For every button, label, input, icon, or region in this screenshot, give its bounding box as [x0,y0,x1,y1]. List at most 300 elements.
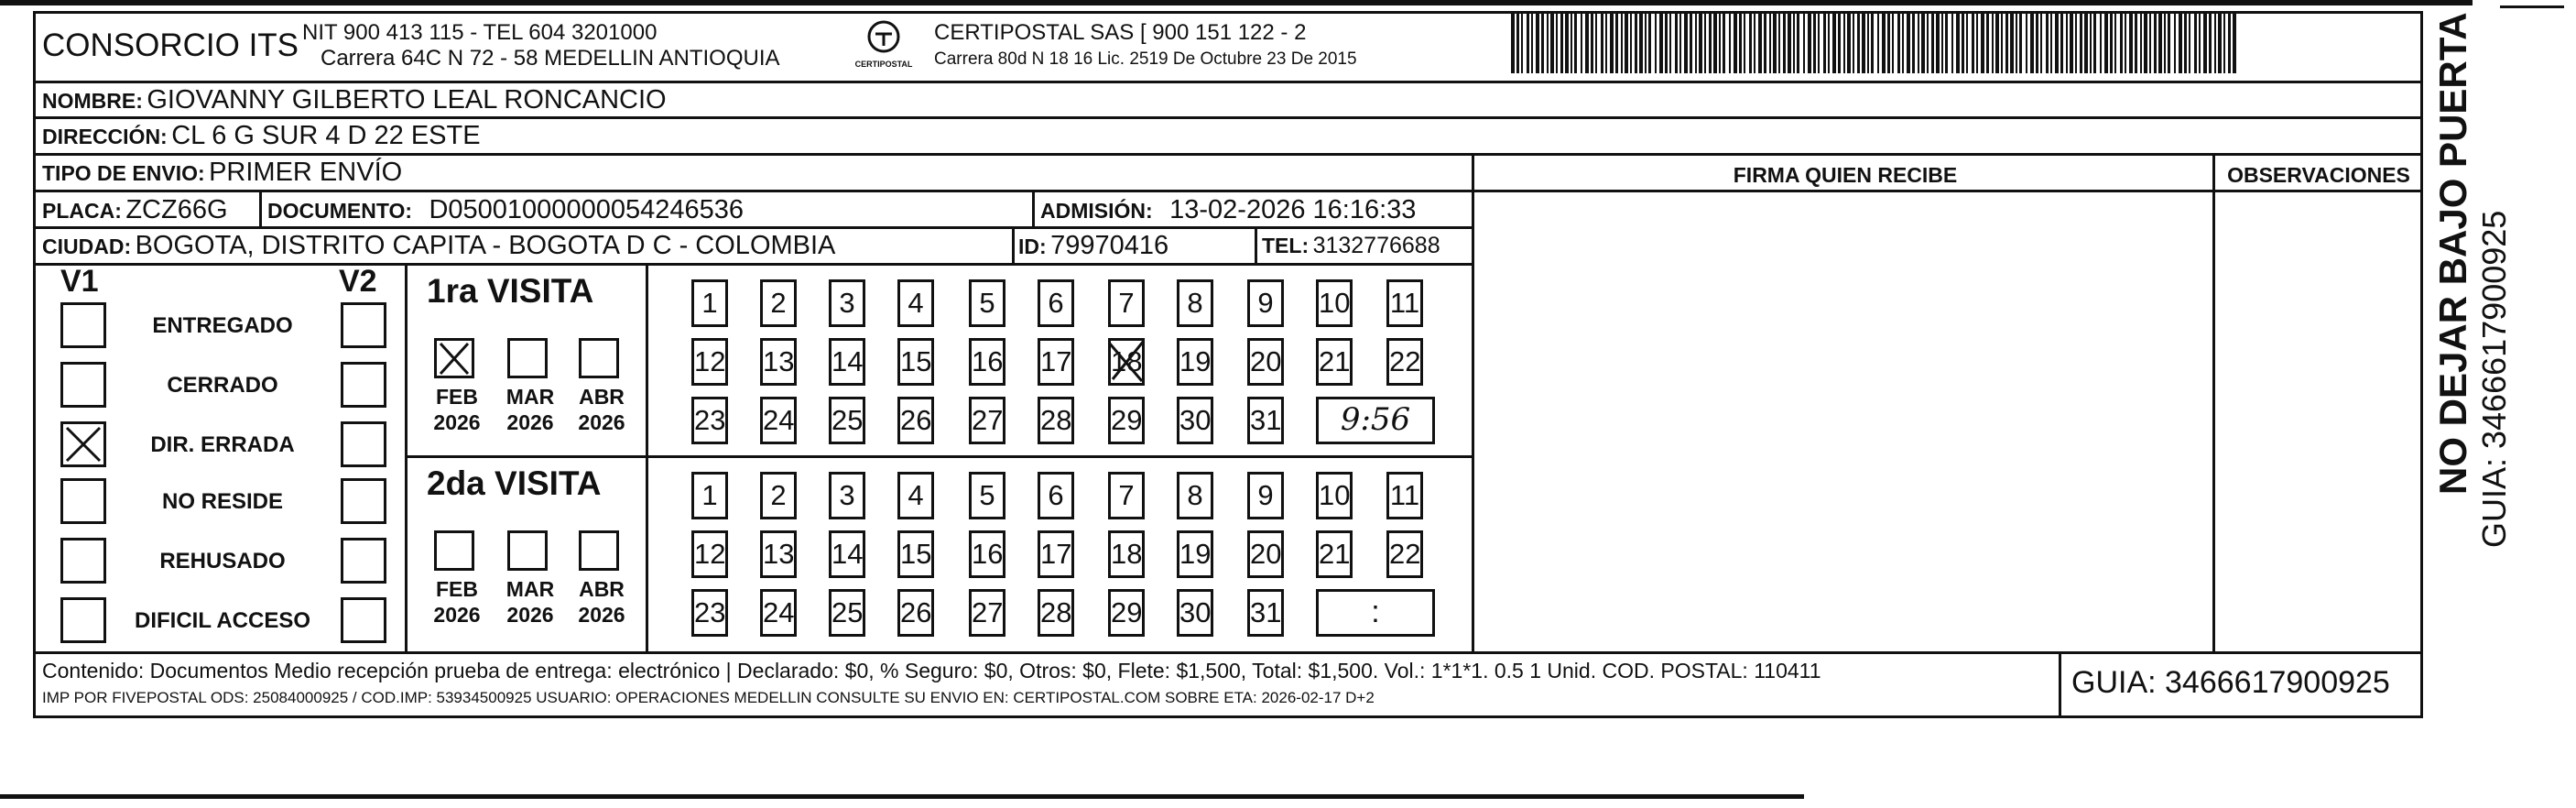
day-number: 21 [1319,538,1351,570]
day-box[interactable] [1386,338,1423,386]
v2-checkbox[interactable] [341,478,386,524]
documento-row [267,195,744,225]
barcode-bar [1823,13,1826,73]
barcode-bar [2005,13,2008,73]
barcode-bar [1877,13,1879,73]
day-box[interactable] [760,472,797,519]
barcode-bar [1813,13,1816,73]
v1-checkbox[interactable] [60,302,106,348]
barcode-bar [1541,13,1544,73]
day-box[interactable] [1108,589,1145,637]
day-box[interactable] [829,472,865,519]
rule-observaciones-left [2212,153,2215,652]
day-number: 22 [1389,538,1421,570]
day-number: 23 [694,596,726,628]
barcode-bar [1669,13,1671,73]
time-box[interactable]: : [1316,589,1435,637]
barcode-bar [1992,13,1994,73]
barcode-bar [2214,13,2216,73]
day-number: 30 [1179,404,1212,436]
nombre-label: NOMBRE: [42,89,143,113]
day-number: 15 [900,538,932,570]
day-number: 6 [1048,479,1064,511]
barcode-bar [1581,13,1582,73]
barcode-bar [1630,13,1632,73]
barcode-bar [2189,13,2190,73]
barcode-bar [1966,13,1968,73]
day-box[interactable] [969,279,1005,327]
month-name: MAR [505,577,555,601]
footer-guia: GUIA: 3466617900925 [2071,665,2390,700]
day-number: 7 [1118,287,1135,319]
direccion-value: CL 6 G SUR 4 D 22 ESTE [171,121,481,150]
side-warning-text: NO DEJAR BAJO PUERTA [2431,12,2474,495]
id-label: ID: [1018,235,1047,258]
day-box[interactable] [897,338,934,386]
day-box[interactable] [897,530,934,578]
barcode-bar [1675,13,1678,73]
day-box[interactable] [760,338,797,386]
v1-checkbox[interactable] [60,478,106,524]
month-name: MAR [505,385,555,409]
barcode-bar [2084,13,2088,73]
day-box[interactable] [829,279,865,327]
day-box[interactable] [691,472,728,519]
barcode-bar [1723,13,1725,73]
firma-area[interactable] [1476,192,2211,650]
day-box[interactable] [1108,472,1145,519]
barcode-bar [2114,13,2116,73]
day-number: 1 [701,479,718,511]
status-option-label: REHUSADO [159,549,286,573]
barcode-bar [1783,13,1786,73]
day-number: 24 [763,596,795,628]
barcode-bar [2218,13,2222,73]
month-label [498,384,562,435]
day-box[interactable] [1316,279,1353,327]
day-number: 17 [1040,538,1072,570]
time-box[interactable]: 9:56 [1316,397,1435,444]
barcode-bar [2125,13,2126,73]
barcode-bar [2093,13,2096,73]
day-number: 4 [908,479,924,511]
ciudad-row [42,231,835,261]
barcode-bar [1951,13,1953,73]
month-year: 2026 [578,410,625,434]
day-box[interactable] [1177,397,1213,444]
barcode-bar [1773,13,1777,73]
rule-footer [33,651,2423,654]
barcode-bar [2075,13,2077,73]
barcode-bar [1679,13,1681,73]
barcode-bar [2055,13,2059,73]
month-label [425,384,489,435]
v2-checkbox[interactable] [341,362,386,408]
barcode-bar [1645,13,1647,73]
day-box[interactable] [1247,397,1284,444]
day-box[interactable] [969,589,1005,637]
day-box[interactable] [969,472,1005,519]
day-number: 31 [1250,596,1282,628]
v2-checkbox[interactable] [341,538,386,584]
barcode-bar [1639,13,1643,73]
rule-months-right [646,263,648,652]
scan-edge-mark [2500,5,2564,8]
month-label [425,576,489,628]
barcode-bar [1918,13,1919,73]
day-box[interactable] [829,589,865,637]
tipo-label: TIPO DE ENVIO: [42,161,205,185]
barcode-bar [2090,13,2092,73]
day-box[interactable] [1038,338,1074,386]
scan-top-line [0,0,2473,5]
barcode-bar [1843,13,1845,73]
day-box[interactable] [760,279,797,327]
barcode-bar [2070,13,2073,73]
certipostal-nit: CERTIPOSTAL SAS [ 900 151 122 - 2 [934,20,1307,45]
day-box[interactable] [1038,589,1074,637]
barcode-bar [1601,13,1603,73]
barcode-bar [1536,13,1539,73]
month-checkbox[interactable] [434,530,474,571]
barcode-bar [2158,13,2162,73]
day-number: 27 [972,404,1004,436]
barcode-bar [2154,13,2157,73]
day-number: 7 [1118,479,1135,511]
day-number: 5 [979,287,995,319]
v2-checkbox[interactable] [341,597,386,643]
barcode-bar [2209,13,2212,73]
logo-emblem-icon [865,18,902,55]
barcode-bar [2120,13,2123,73]
day-number: 25 [831,596,864,628]
observaciones-header: OBSERVACIONES [2227,163,2410,187]
check-x-icon [437,341,472,376]
day-number: 11 [1389,479,1420,511]
day-box[interactable] [1386,279,1423,327]
day-box[interactable] [897,279,934,327]
day-box[interactable] [691,530,728,578]
day-number: 25 [831,404,864,436]
day-box[interactable] [1386,530,1423,578]
barcode-bar [1574,13,1577,73]
barcode-bar [2233,13,2236,73]
barcode-bar [1556,13,1558,73]
month-checkbox[interactable] [579,530,619,571]
day-box[interactable] [1247,279,1284,327]
day-number: 28 [1040,404,1072,436]
ciudad-value: BOGOTA, DISTRITO CAPITA - BOGOTA D C - COLOMBIA [135,231,836,260]
barcode-bar [1956,13,1960,73]
rule-placa [33,226,1474,229]
day-box[interactable] [1038,472,1074,519]
barcode-bar [1648,13,1651,73]
v2-checkbox[interactable] [341,421,386,467]
direccion-label: DIRECCIÓN: [42,125,168,148]
barcode-bar [1625,13,1628,73]
day-number: 18 [1111,538,1143,570]
tel-value: 3132776688 [1312,233,1440,258]
day-box[interactable] [1316,530,1353,578]
day-number: 8 [1187,287,1203,319]
barcode-bar [1995,13,1999,73]
day-number: 14 [831,538,864,570]
barcode-bar [1734,13,1737,73]
day-box[interactable] [829,530,865,578]
v1-checkbox[interactable] [60,538,106,584]
month-year: 2026 [506,603,554,627]
barcode-bar [1769,13,1771,73]
admision-label: ADMISIÓN: [1040,199,1153,223]
day-box[interactable] [1177,279,1213,327]
barcode-bar [1729,13,1731,73]
barcode-bar [1882,13,1886,73]
month-name: FEB [436,385,478,409]
barcode-bar [1591,13,1593,73]
rule-placa-split [259,190,262,226]
barcode-bar [2164,13,2166,73]
v2-checkbox[interactable] [341,302,386,348]
barcode-bar [2228,13,2231,73]
month-checkbox[interactable] [507,530,548,571]
day-number: 18 [1111,345,1143,377]
day-box[interactable] [1386,472,1423,519]
day-number: 19 [1179,538,1212,570]
v1-checkbox[interactable] [60,421,106,467]
barcode-bar [1754,13,1755,73]
day-box[interactable] [829,338,865,386]
day-box[interactable] [1108,530,1145,578]
barcode-bar [1699,13,1702,73]
day-box[interactable] [897,472,934,519]
day-box[interactable] [760,530,797,578]
day-number: 28 [1040,596,1072,628]
barcode-bar [1560,13,1563,73]
v1-heading: V1 [60,264,99,299]
barcode-bar [2168,13,2170,73]
day-number: 12 [694,538,726,570]
month-year: 2026 [506,410,554,434]
observaciones-area[interactable] [2217,192,2420,650]
barcode-bar [1793,13,1795,73]
barcode-bar [1892,13,1894,73]
day-box[interactable] [969,397,1005,444]
footer-impresion: IMP POR FIVEPOSTAL ODS: 25084000925 / COD.IMP: 53934500925 USUARIO: OPERACIONES MEDELLIN CONSULTE SU ENVIO EN: CERTIPOSTAL.COM SOBRE ETA: 2026-02-17 D+2 [42,689,1375,706]
barcode-bar [1585,13,1589,73]
barcode-bar [1972,13,1974,73]
barcode-bar [1962,13,1964,73]
barcode-bar [1797,13,1799,73]
company-address: Carrera 64C N 72 - 58 MEDELLIN ANTIOQUIA [321,46,780,71]
barcode-bar [1621,13,1623,73]
barcode-bar [1704,13,1706,73]
barcode-bar [1981,13,1984,73]
day-number: 6 [1048,287,1064,319]
month-label [498,576,562,628]
day-number: 3 [839,479,855,511]
day-box[interactable] [969,338,1005,386]
barcode-bar [2016,13,2017,73]
rule-admision-split [1032,190,1035,226]
tel-row [1262,233,1440,259]
day-number: 17 [1040,345,1072,377]
day-number: 20 [1250,538,1282,570]
barcode-bar [2001,13,2003,73]
day-box[interactable] [1177,472,1213,519]
day-box[interactable] [1316,472,1353,519]
month-checkbox[interactable] [434,338,474,378]
barcode-bar [1871,13,1874,73]
barcode-bar [1550,13,1554,73]
day-box[interactable] [1108,397,1145,444]
barcode-bar [1862,13,1865,73]
tipo-value: PRIMER ENVÍO [209,158,403,187]
day-number: 4 [908,287,924,319]
v1-checkbox[interactable] [60,362,106,408]
barcode-bar [1803,13,1805,73]
barcode-bar [2135,13,2137,73]
tel-label: TEL: [1262,234,1310,257]
barcode-bar [1527,13,1529,73]
day-box[interactable] [760,397,797,444]
barcode-bar [1709,13,1712,73]
day-box[interactable] [1247,589,1284,637]
barcode-bar [1615,13,1618,73]
barcode-bar [2080,13,2082,73]
day-number: 13 [763,538,795,570]
barcode-bar [1516,13,1519,73]
day-box[interactable] [1038,279,1074,327]
day-number: 22 [1389,345,1421,377]
day-box[interactable] [829,397,865,444]
id-row [1018,231,1168,261]
month-year: 2026 [433,603,481,627]
barcode-bar [1945,13,1948,73]
barcode-bar [1857,13,1860,73]
barcode-bar [1665,13,1668,73]
barcode-bar [1832,13,1836,73]
barcode-bar [2100,13,2102,73]
day-number: 23 [694,404,726,436]
rule-nombre [33,116,2423,119]
placa-label: PLACA: [42,199,122,223]
barcode-bar [2203,13,2207,73]
barcode-bar [2010,13,2014,73]
day-box[interactable] [1247,530,1284,578]
rule-header [33,81,2423,83]
month-checkbox[interactable] [507,338,548,378]
day-box[interactable] [1177,338,1213,386]
barcode-bar [2199,13,2201,73]
placa-row [42,195,228,225]
barcode-bar [1713,13,1717,73]
barcode-bar [2040,13,2042,73]
day-box[interactable] [1316,338,1353,386]
month-name: ABR [579,385,625,409]
day-box[interactable] [897,589,934,637]
barcode-bar [2194,13,2197,73]
month-checkbox[interactable] [579,338,619,378]
day-box[interactable] [691,279,728,327]
day-box[interactable] [1247,338,1284,386]
day-number: 27 [972,596,1004,628]
barcode-bar [2140,13,2142,73]
day-box[interactable] [1177,530,1213,578]
barcode-bar [1764,13,1766,73]
day-box[interactable] [1038,397,1074,444]
rule-direccion [33,153,2423,156]
barcode-bar [1531,13,1533,73]
barcode-bar [1936,13,1940,73]
rule-firma-left [1472,153,1474,652]
day-number: 2 [770,287,787,319]
day-number: 30 [1179,596,1212,628]
day-x-mark-icon [1103,335,1149,387]
day-number: 11 [1389,287,1420,319]
day-box[interactable] [691,397,728,444]
barcode-bar [2179,13,2182,73]
day-box[interactable] [897,397,934,444]
day-number: 10 [1319,287,1351,319]
day-number: 20 [1250,345,1282,377]
day-box[interactable] [691,338,728,386]
ciudad-label: CIUDAD: [42,235,132,258]
barcode-bar [1635,13,1637,73]
company-name: CONSORCIO ITS [42,27,299,63]
barcode-bar [2066,13,2068,73]
scan-bottom-line [0,794,1804,799]
tipo-row [42,158,402,188]
barcode-bar [2019,13,2022,73]
day-box[interactable] [1177,589,1213,637]
id-value: 79970416 [1050,231,1169,260]
day-box[interactable] [1108,338,1145,386]
day-box[interactable] [1038,530,1074,578]
v2-heading: V2 [339,264,377,299]
barcode-bar [1927,13,1929,73]
barcode-bar [2223,13,2225,73]
certipostal-logo [852,18,916,73]
check-x-icon [63,424,103,464]
barcode-bar [1610,13,1614,73]
barcode-bar [1749,13,1752,73]
v1-checkbox[interactable] [60,597,106,643]
day-number: 13 [763,345,795,377]
day-box[interactable] [1108,279,1145,327]
day-number: 24 [763,404,795,436]
barcode-bar [1788,13,1791,73]
day-box[interactable] [760,589,797,637]
barcode-bar [2104,13,2108,73]
day-box[interactable] [969,530,1005,578]
rule-id-split [1012,226,1015,263]
day-number: 2 [770,479,787,511]
day-number: 5 [979,479,995,511]
rule-tel-split [1255,226,1257,263]
barcode-bar [1853,13,1854,73]
barcode-bar [1719,13,1721,73]
barcode-bar [1887,13,1890,73]
day-box[interactable] [691,589,728,637]
day-number: 31 [1250,404,1282,436]
barcode-bar [1739,13,1742,73]
status-option-label: CERRADO [167,373,278,398]
barcode-bar [1571,13,1572,73]
day-number: 14 [831,345,864,377]
month-name: ABR [579,577,625,601]
day-box[interactable] [1247,472,1284,519]
day-number: 10 [1319,479,1351,511]
